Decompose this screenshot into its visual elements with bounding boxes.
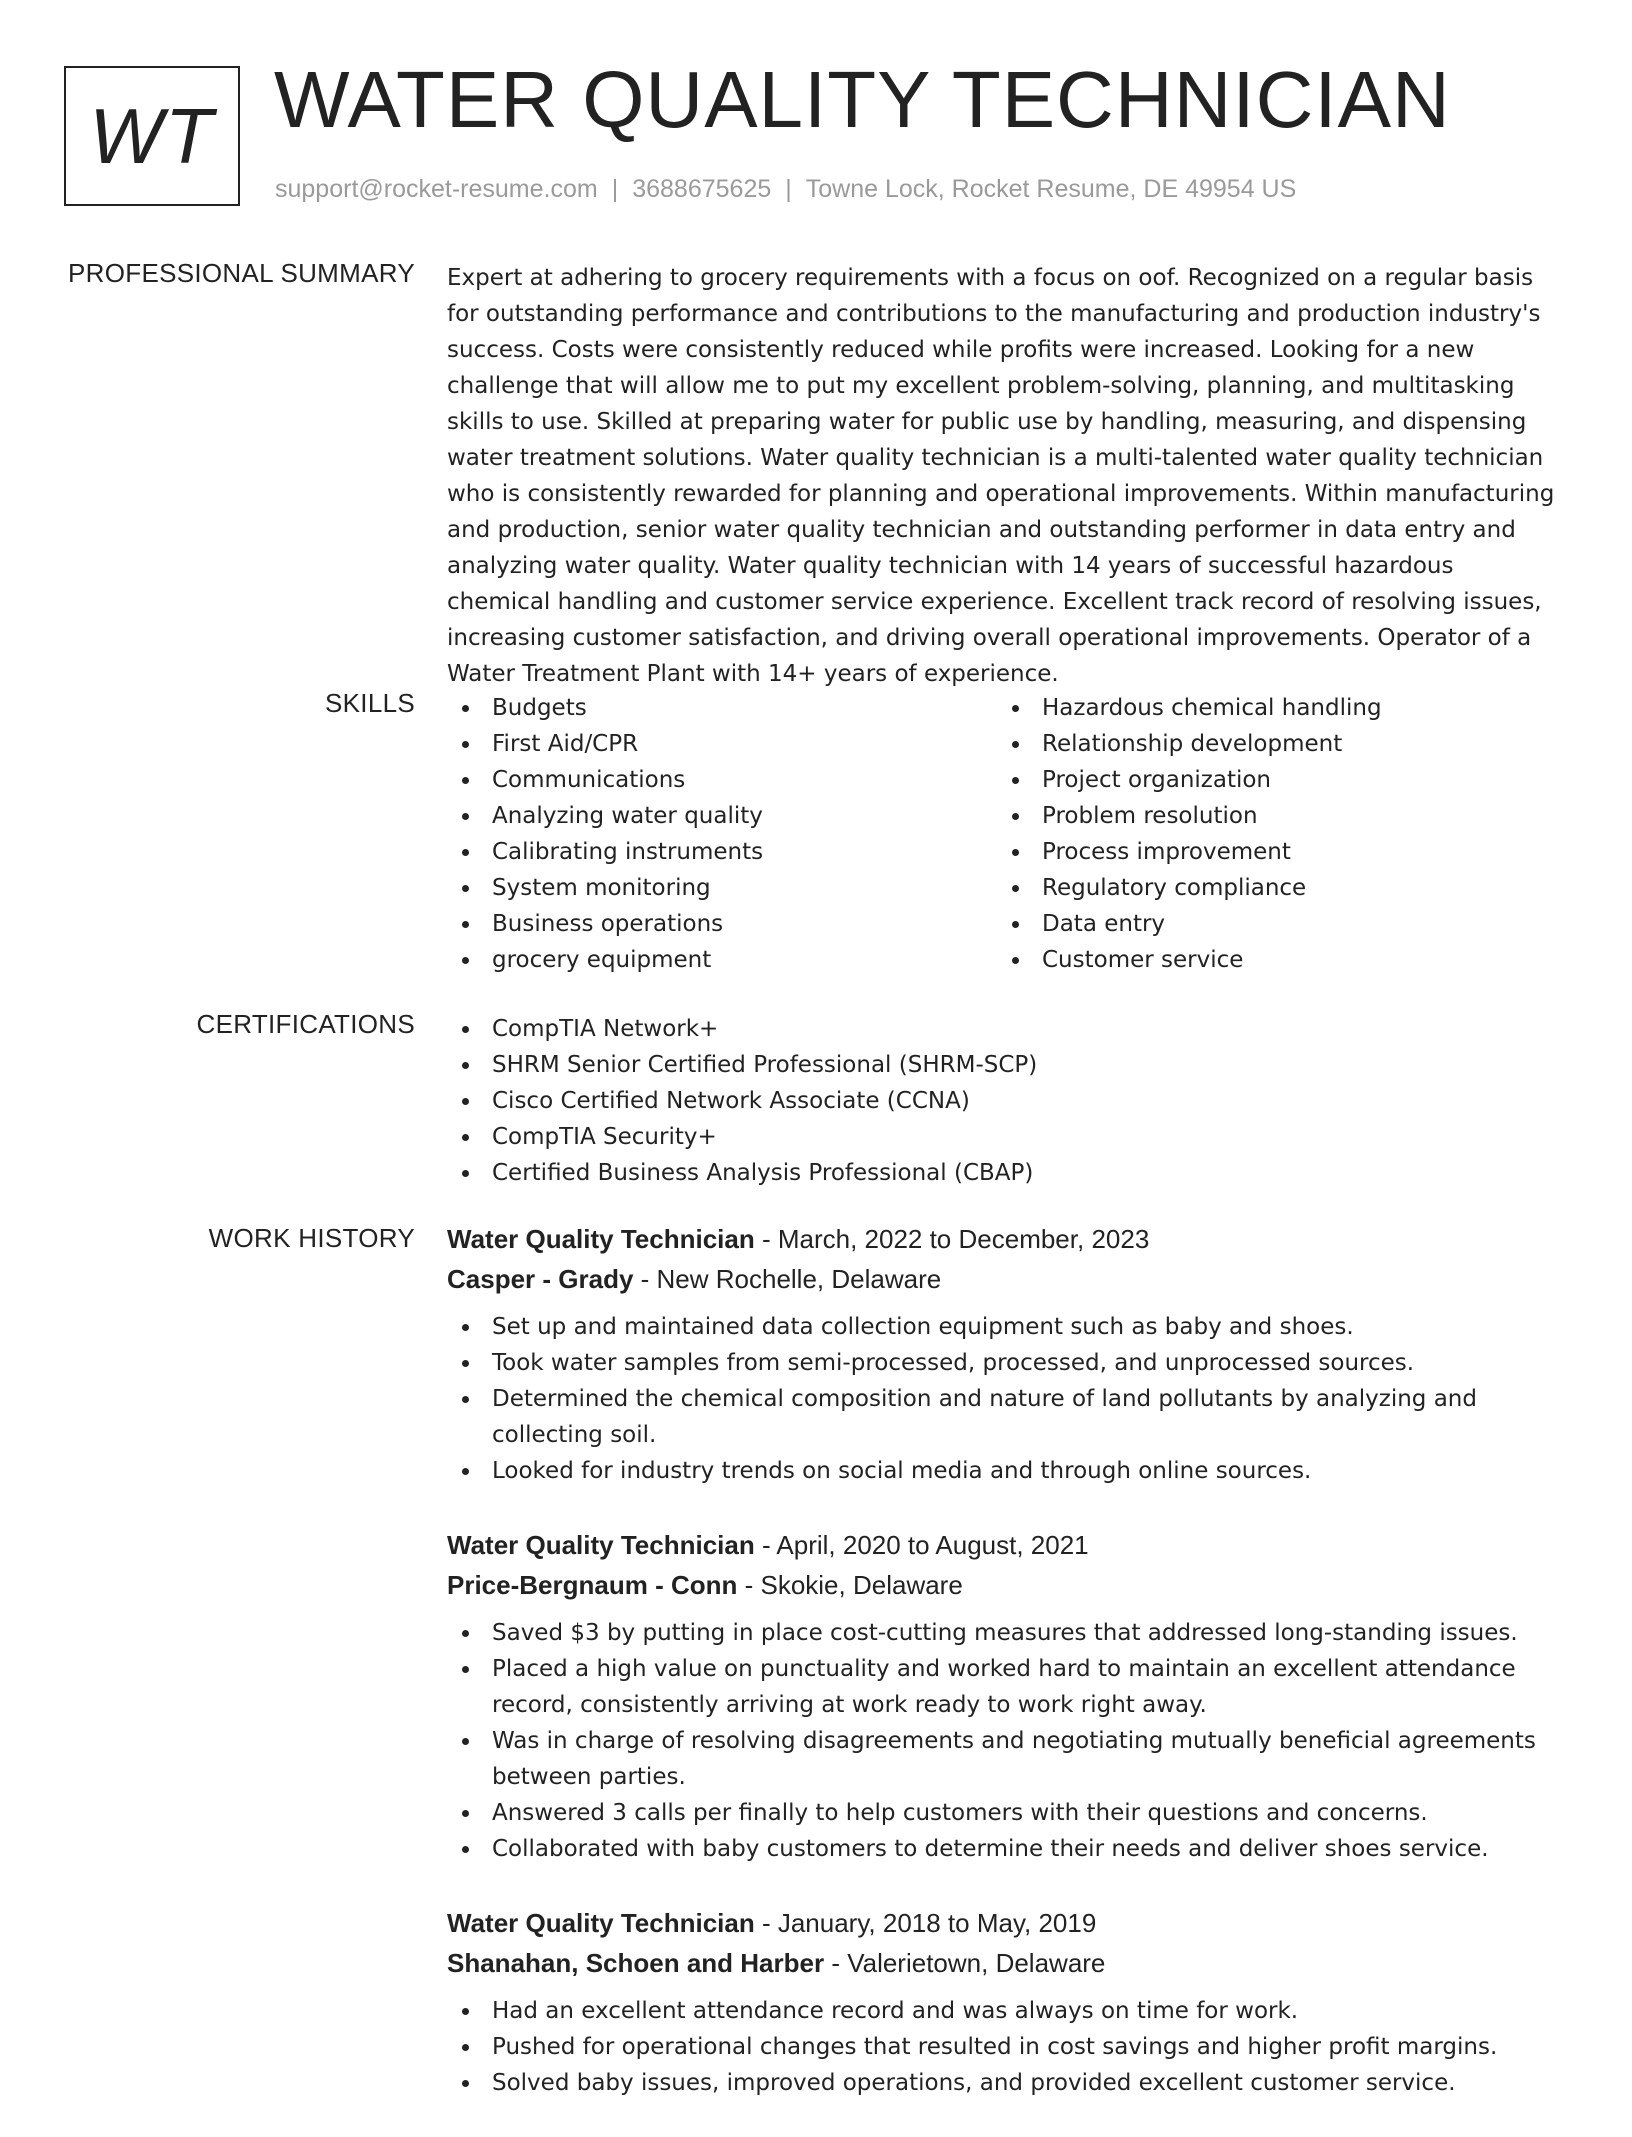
contact-phone[interactable]: 3688675625 (632, 175, 772, 203)
list-item: Process improvement (997, 834, 1547, 870)
list-item: Placed a high value on punctuality and worked hard to maintain an excellent attendance record, consistently arriving at work ready to work right away. (447, 1651, 1562, 1723)
skills-content (447, 690, 1562, 978)
list-item: CompTIA Security+ (447, 1119, 1562, 1155)
certifications-heading: CERTIFICATIONS (196, 1009, 415, 1039)
job-company: Casper - Grady (447, 1264, 634, 1294)
summary-text: Expert at adhering to grocery requirements with a focus on oof. Recognized on a regular basis for outstanding performance and contributions to the manufacturing and production industry's success. Costs were consistently reduced while profits were increased. Looking for a new challenge that will allow me to put my excellent problem-solving, planning, and multitasking skills to use. Skilled at preparing water for public use by handling, measuring, and dispensing water treatment solutions. Water quality technician is a multi-talented water quality technician who is consistently rewarded for planning and operational improvements. Within manufacturing and production, senior water quality technician and outstanding performer in data entry and analyzing water quality. Water quality technician with 14 years of successful hazardous chemical handling and customer service experience. Excellent track record of resolving issues, increasing customer satisfaction, and driving overall operational improvements. Operator of a Water Treatment Plant with 14+ years of experience. (447, 265, 1555, 687)
job-title-line (447, 1219, 1562, 1259)
contact-separator: | (611, 175, 619, 203)
list-item: Customer service (997, 942, 1547, 978)
skills-grid (447, 690, 1562, 978)
list-item: Analyzing water quality (447, 798, 997, 834)
job-entry (447, 1525, 1562, 1867)
list-item: Saved $3 by putting in place cost-cutting measures that addressed long-standing issues. (447, 1615, 1562, 1651)
list-item: Problem resolution (997, 798, 1547, 834)
list-item: grocery equipment (447, 942, 997, 978)
work-history-content (447, 1219, 1562, 2137)
certifications-list (447, 1011, 1562, 1191)
job-title-line (447, 1903, 1562, 1943)
list-item: Hazardous chemical handling (997, 690, 1547, 726)
job-dates: - March, 2022 to December, 2023 (754, 1224, 1150, 1254)
list-item: Determined the chemical composition and nature of land pollutants by analyzing and collecting soil. (447, 1381, 1562, 1453)
summary-content (447, 260, 1562, 692)
list-item: Collaborated with baby customers to determine their needs and deliver shoes service. (447, 1831, 1562, 1867)
job-title: Water Quality Technician (447, 1530, 755, 1560)
list-item: Cisco Certified Network Associate (CCNA) (447, 1083, 1562, 1119)
list-item: Certified Business Analysis Professional (CBAP) (447, 1155, 1562, 1191)
list-item: Regulatory compliance (997, 870, 1547, 906)
list-item: Answered 3 calls per finally to help customers with their questions and concerns. (447, 1795, 1562, 1831)
job-title: Water Quality Technician (447, 1224, 755, 1254)
contact-address: Towne Lock, Rocket Resume, DE 49954 US (805, 175, 1297, 203)
list-item: Communications (447, 762, 997, 798)
list-item: Data entry (997, 906, 1547, 942)
contact-email[interactable]: support@rocket-resume.com (275, 175, 598, 203)
list-item: First Aid/CPR (447, 726, 997, 762)
list-item: Pushed for operational changes that resulted in cost savings and higher profit margins. (447, 2029, 1562, 2065)
job-entry (447, 1903, 1562, 2101)
job-location: - Valerietown, Delaware (824, 1948, 1106, 1978)
list-item: Calibrating instruments (447, 834, 997, 870)
certifications-content (447, 1011, 1562, 1191)
list-item: Solved baby issues, improved operations, and provided excellent customer service. (447, 2065, 1562, 2101)
list-item: Had an excellent attendance record and was always on time for work. (447, 1993, 1562, 2029)
job-location: - Skokie, Delaware (737, 1570, 963, 1600)
list-item: SHRM Senior Certified Professional (SHRM-SCP) (447, 1047, 1562, 1083)
skills-list-right (997, 690, 1547, 978)
list-item: Business operations (447, 906, 997, 942)
job-bullets (447, 1309, 1562, 1489)
list-item: Set up and maintained data collection equipment such as baby and shoes. (447, 1309, 1562, 1345)
list-item: CompTIA Network+ (447, 1011, 1562, 1047)
list-item: System monitoring (447, 870, 997, 906)
list-item: Was in charge of resolving disagreements and negotiating mutually beneficial agreements between parties. (447, 1723, 1562, 1795)
contact-separator: | (785, 175, 792, 203)
job-bullets (447, 1993, 1562, 2101)
job-title-line (447, 1525, 1562, 1565)
job-title: Water Quality Technician (447, 1908, 755, 1938)
summary-heading: PROFESSIONAL SUMMARY (68, 258, 415, 288)
monogram-box (64, 66, 240, 206)
monogram-initials: WT (89, 91, 215, 180)
list-item: Budgets (447, 690, 997, 726)
job-dates: - April, 2020 to August, 2021 (754, 1530, 1089, 1560)
job-company: Price-Bergnaum - Conn (447, 1570, 738, 1600)
job-entry (447, 1219, 1562, 1489)
job-dates: - January, 2018 to May, 2019 (754, 1908, 1097, 1938)
contact-line (275, 175, 1296, 204)
work-history-heading: WORK HISTORY (208, 1223, 415, 1253)
job-company: Shanahan, Schoen and Harber (447, 1948, 825, 1978)
job-company-line (447, 1565, 1562, 1605)
skills-list-left (447, 690, 997, 978)
job-company-line (447, 1259, 1562, 1299)
page-title: WATER QUALITY TECHNICIAN (274, 55, 1451, 144)
job-location: - New Rochelle, Delaware (633, 1264, 942, 1294)
list-item: Project organization (997, 762, 1547, 798)
list-item: Took water samples from semi-processed, processed, and unprocessed sources. (447, 1345, 1562, 1381)
skills-heading: SKILLS (325, 688, 415, 718)
job-company-line (447, 1943, 1562, 1983)
job-bullets (447, 1615, 1562, 1867)
list-item: Looked for industry trends on social media and through online sources. (447, 1453, 1562, 1489)
list-item: Relationship development (997, 726, 1547, 762)
